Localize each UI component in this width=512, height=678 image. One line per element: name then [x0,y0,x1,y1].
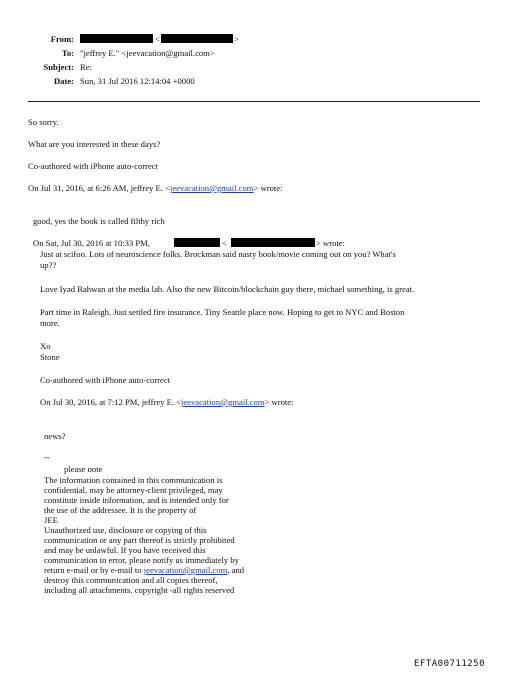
disclaimer-line: the use of the addressee. It is the property of [44,505,197,515]
disclaimer-line: communication or any part thereof is strictly prohibited [44,535,235,545]
quote-1-text: good, yes the book is called filthy rich [33,216,165,226]
quote-3-text: news? [44,431,66,441]
from-lt: < [155,34,160,44]
note-title: please note [64,464,103,474]
redaction-bar [174,238,220,247]
to-name: "jeffrey E." < [80,48,127,58]
disclaimer-line: Unauthorized use, disclosure or copying of this [44,525,207,535]
to-label: To: [61,48,74,58]
disclaimer-line: destroy this communication and all copies thereof, [44,575,218,585]
disclaimer [44,475,244,595]
header-divider [28,101,480,102]
quote-intro-1 [28,183,282,193]
disclaimer-line: communication in error, please notify us immediately by [44,555,239,565]
quote-2-para-2: Love Iyad Rahwan at the media lab. Also the new Bitcoin/blockchain guy there, michael something, is great. [40,284,415,294]
subject-value: Re: [80,62,92,72]
quote-2-para-1-line-1: Just at scifoo. Lots of neuroscience folks. Brockman said nasty book/movie coming out on you? What's [40,249,396,259]
disclaimer-line: constitute inside information, and is intended only for [44,495,229,505]
quote-2-para-3-line-1: Part time in Raleigh. Just settled fire insurance. Tiny Seattle place now. Hoping to get to NYC and Boston [40,307,405,317]
quote-2-sign-1: Xo [40,341,51,351]
date-value: Sun, 31 Jul 2016 12:14:04 +0000 [80,76,195,86]
quote-intro-end: > wrote: [253,183,283,193]
reply-signature: Co-authored with iPhone auto-correct [28,161,159,171]
quote-intro-3-text: On Jul 30, 2016, at 7:12 PM, jeffrey E. < [40,397,181,407]
email-link[interactable]: jeevacation@gmail.com [169,183,254,193]
disclaimer-line: and may be unlawful. If you have received this [44,545,206,555]
to-end: > [209,48,215,58]
disclaimer-email-pre: return e-mail or by e-mail to [44,565,144,575]
document-id: EFTA00711250 [414,659,486,669]
quote-intro-3-end: > wrote: [264,397,294,407]
disclaimer-line: The information contained in this communication is [44,475,223,485]
quote-2-sign-2: Stone [40,352,60,362]
email-link[interactable]: jeevacation@gmail.com [180,397,265,407]
from-label: From: [50,34,74,44]
to-email: jeevacation@gmail.com [126,48,210,58]
quote-2-para-1-line-2: up?? [40,260,57,270]
quote-intro-text: On Jul 31, 2016, at 6:26 AM, jeffrey E. < [28,183,170,193]
quote-2-signature: Co-authored with iPhone auto-correct [40,375,171,385]
disclaimer-email-post: , and [227,565,245,575]
redaction-bar [161,34,233,43]
quote-intro-3 [40,397,294,407]
date-label: Date: [53,76,74,86]
from-gt: > [234,34,239,44]
quote-intro-2-lt: < [222,238,227,248]
email-link[interactable]: jeevacation@gmail.com [143,565,228,575]
disclaimer-line: JEE [44,515,58,525]
disclaimer-line-email [44,565,244,575]
disclaimer-line: confidential, may be attorney-client privileged, may [44,485,223,495]
subject-label: Subject: [43,62,74,72]
to-value [80,48,215,58]
reply-line-1: So sorry. [28,117,59,127]
redaction-bar [231,238,315,247]
quote-intro-2: On Sat, Jul 30, 2016 at 10:33 PM, [33,238,150,248]
reply-line-2: What are you interested in these days? [28,139,161,149]
disclaimer-line: including all attachments. copyright -all rights reserved [44,585,235,595]
quote-3-dashes: -- [44,452,50,462]
quote-intro-2-end: > wrote: [316,238,345,248]
redaction-bar [80,34,153,43]
quote-2-para-3-line-2: more. [40,318,60,328]
